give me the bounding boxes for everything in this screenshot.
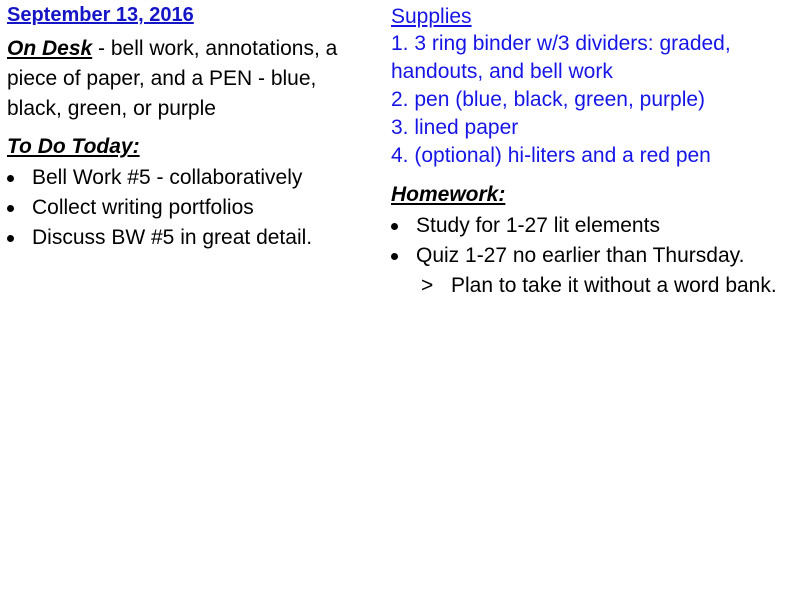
sub-bullet-marker: > <box>421 274 434 297</box>
list-item <box>7 193 372 223</box>
bullet-icon <box>7 175 14 182</box>
supplies-list <box>391 30 800 170</box>
list-item <box>7 223 372 253</box>
homework-sub-item <box>391 271 800 301</box>
homework-item-text: Quiz 1-27 no earlier than Thursday. <box>416 244 745 267</box>
bullet-icon <box>391 223 398 230</box>
homework-sub-item-text: Plan to take it without a word bank. <box>451 274 777 297</box>
todo-item-text: Discuss BW #5 in great detail. <box>32 226 313 249</box>
on-desk-paragraph <box>7 34 372 124</box>
supply-item: 2. pen (blue, black, green, purple) <box>391 88 706 111</box>
list-item <box>7 163 372 193</box>
list-item <box>391 241 800 271</box>
on-desk-text: - bell work, annotations, a piece of paper, and a PEN - blue, black, green, or purple <box>7 37 338 120</box>
todo-item-text: Collect writing portfolios <box>32 196 254 219</box>
todo-item-text: Bell Work #5 - collaboratively <box>32 166 303 189</box>
homework-item-text: Study for 1-27 lit elements <box>416 214 660 237</box>
supply-item: 3. lined paper <box>391 116 519 139</box>
bullet-icon <box>7 235 14 242</box>
supply-item: 4. (optional) hi-liters and a red pen <box>391 144 711 167</box>
on-desk-label: On Desk <box>7 37 93 60</box>
right-column <box>391 0 800 301</box>
supply-item: 1. 3 ring binder w/3 dividers: graded, handouts, and bell work <box>391 32 731 83</box>
list-item <box>391 211 800 241</box>
left-column <box>7 0 372 253</box>
homework-list <box>391 211 800 271</box>
todo-heading: To Do Today: <box>7 135 140 158</box>
date-heading: September 13, 2016 <box>7 4 194 26</box>
todo-list <box>7 163 372 253</box>
bullet-icon <box>391 253 398 260</box>
homework-heading: Homework: <box>391 183 506 206</box>
supplies-title: Supplies <box>391 5 472 28</box>
bullet-icon <box>7 205 14 212</box>
